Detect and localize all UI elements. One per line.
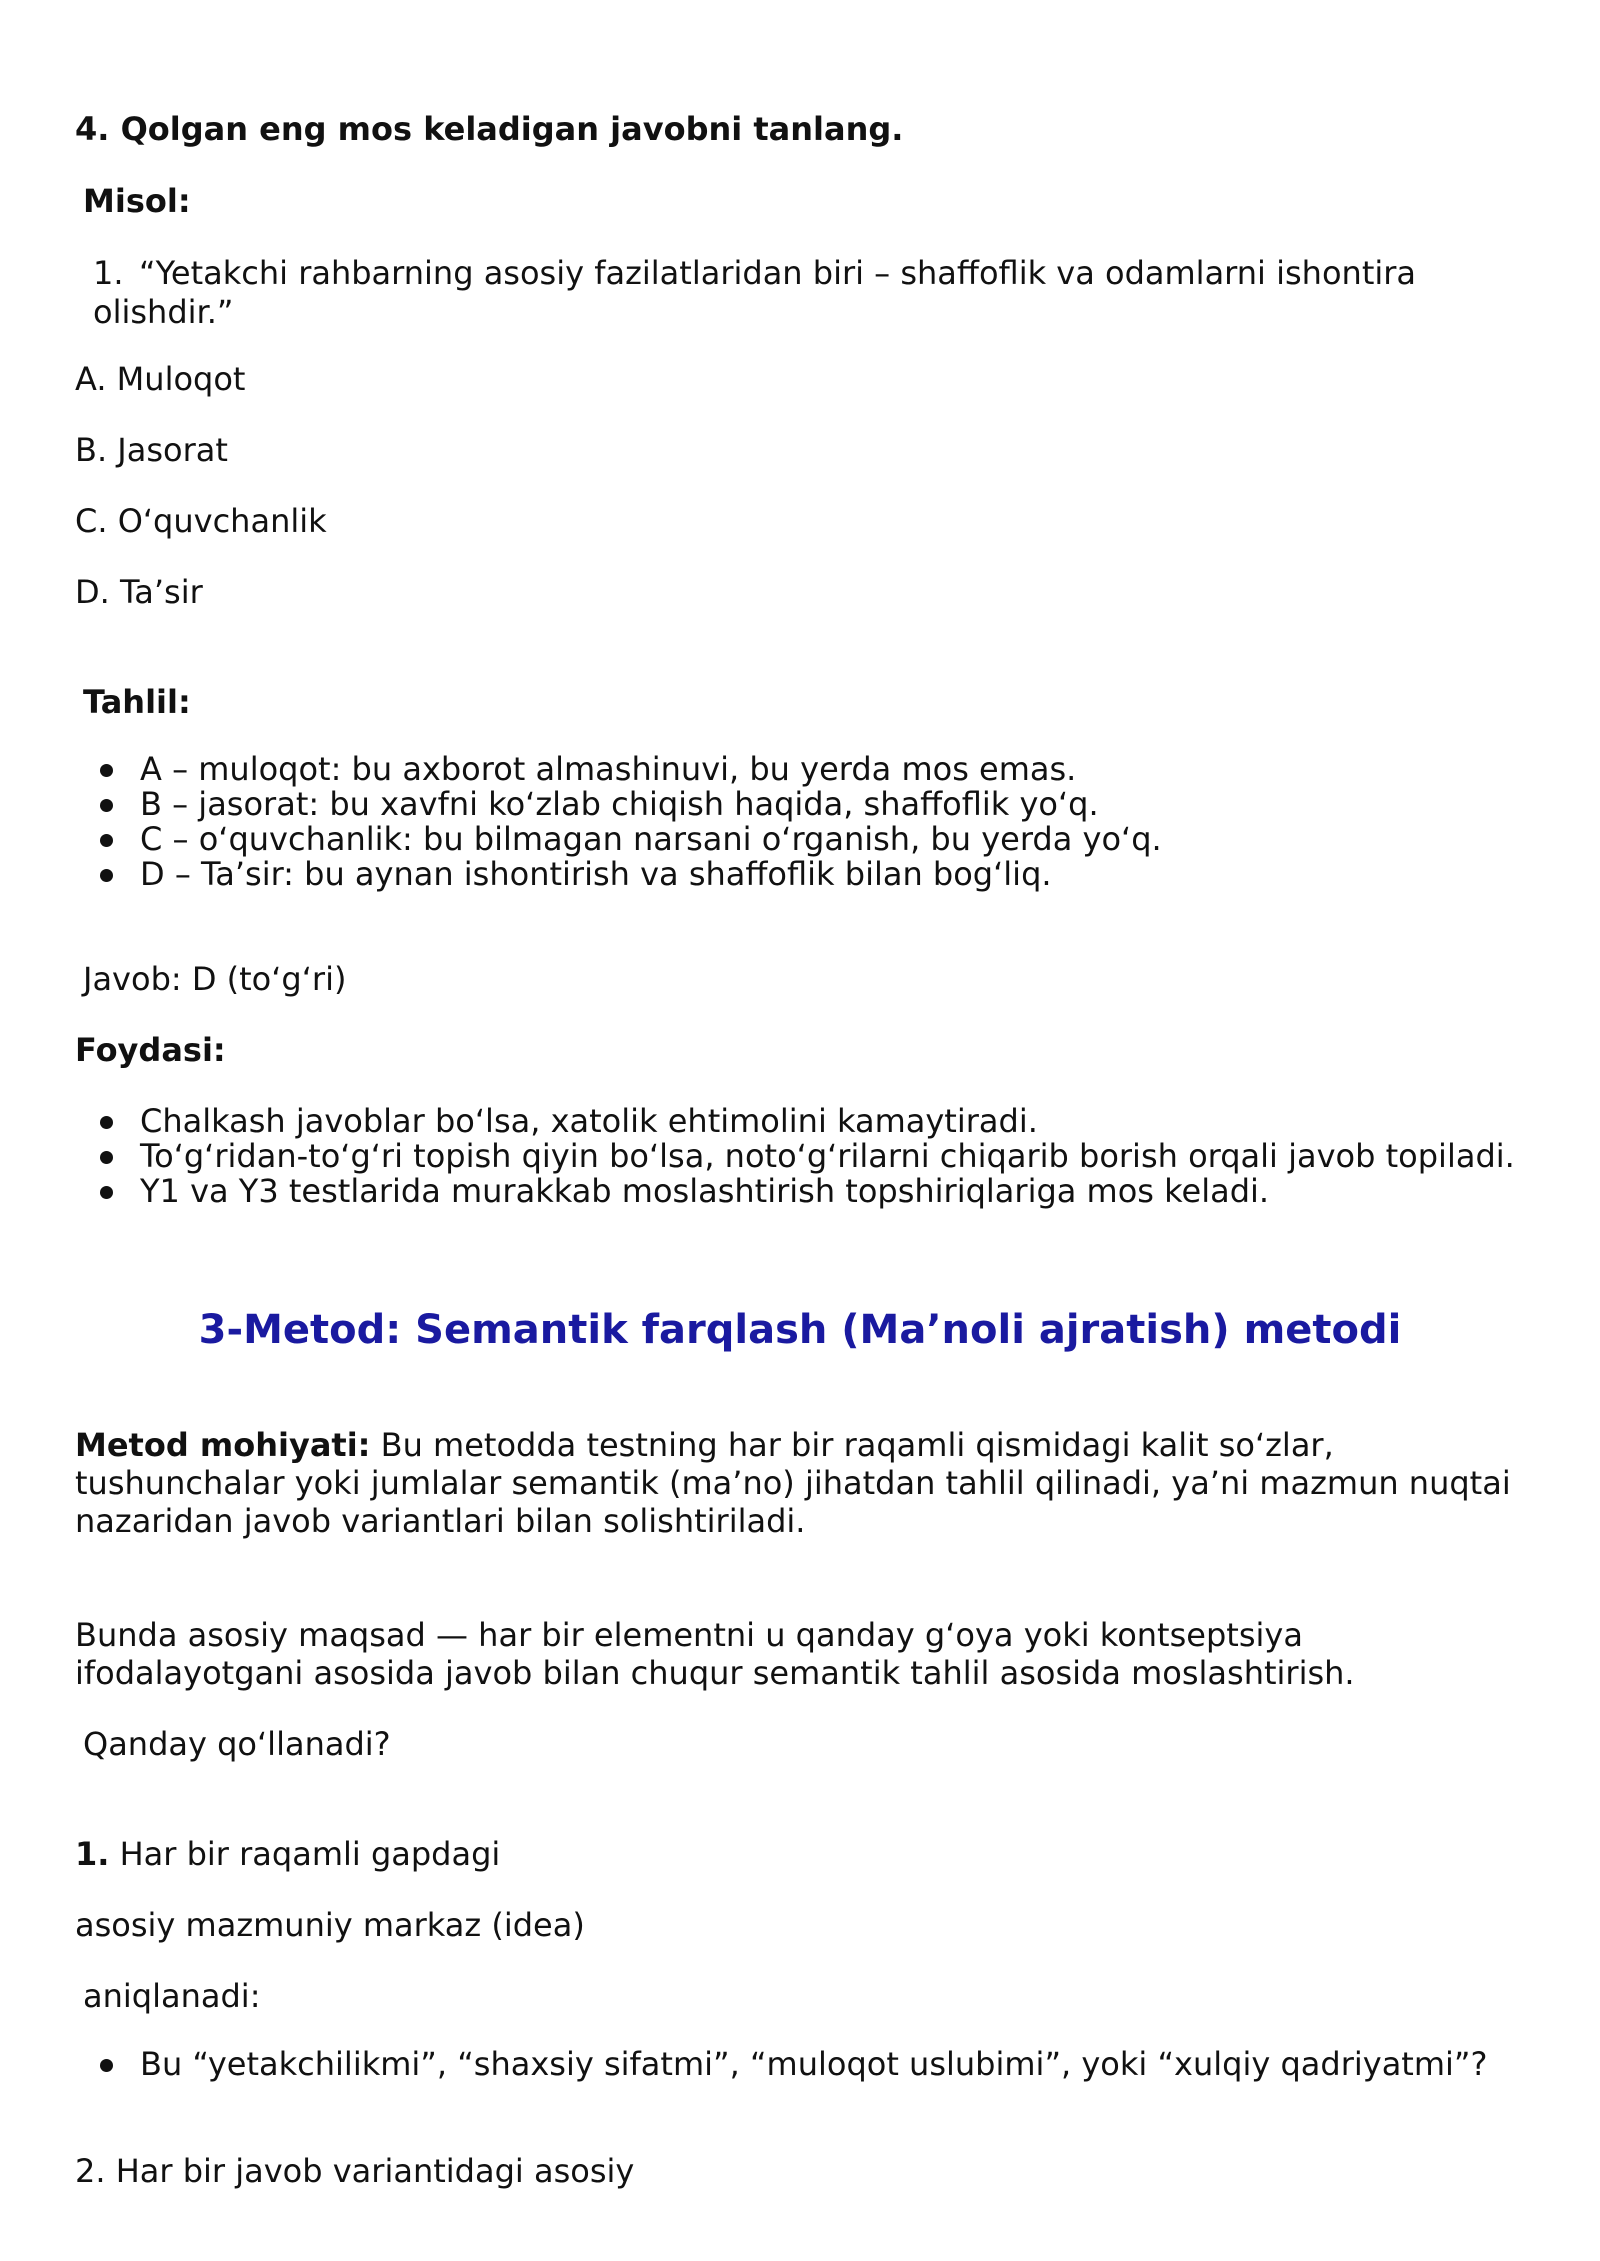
list-item: C – o‘quvchanlik: bu bilmagan narsani o‘rganish, bu yerda yo‘q.: [98, 822, 1558, 857]
qanday-text: Qanday qo‘llanadi?: [83, 1725, 391, 1763]
example-list: [93, 254, 1553, 332]
example-item: [93, 254, 1553, 332]
step1-line3: aniqlanadi:: [83, 1977, 261, 2015]
list-item: Y1 va Y3 testlarida murakkab moslashtirish topshiriqlariga mos keladi.: [98, 1174, 1558, 1209]
list-item: Bu “yetakchilikmi”, “shaxsiy sifatmi”, “muloqot uslubimi”, yoki “xulqiy qadriyatmi”?: [98, 2047, 1558, 2082]
list-item: D – Ta’sir: bu aynan ishontirish va shaffoflik bilan bog‘liq.: [98, 857, 1558, 892]
mohiyat-text: Bu metodda testning har bir raqamli qismidagi kalit so‘zlar, tushunchalar yoki jumlalar semantik (ma’no) jihatdan tahlil qilinadi, ya’ni mazmun nuqtai nazaridan javob variantlari bilan solishtiriladi.: [75, 1426, 1511, 1540]
option-c: C. O‘quvchanlik: [75, 502, 327, 540]
step1-bullets: [98, 2047, 1558, 2082]
bunda-paragraph: Bunda asosiy maqsad — har bir elementni u qanday g‘oya yoki kontseptsiya ifodalayotgani asosida javob bilan chuqur semantik tahlil asosida moslashtirish.: [75, 1616, 1355, 1692]
tahlil-list: [98, 752, 1558, 892]
option-d: D. Ta’sir: [75, 573, 203, 611]
list-item: To‘g‘ridan-to‘g‘ri topish qiyin bo‘lsa, noto‘g‘rilarni chiqarib borish orqali javob topiladi.: [98, 1139, 1558, 1174]
mohiyat-paragraph: [75, 1426, 1535, 1540]
step1-text: Har bir raqamli gapdagi: [109, 1835, 501, 1873]
foydasi-list: [98, 1104, 1558, 1209]
question-title: 4. Qolgan eng mos keladigan javobni tanlang.: [75, 110, 904, 148]
list-item: Chalkash javoblar bo‘lsa, xatolik ehtimolini kamaytiradi.: [98, 1104, 1558, 1139]
step1-line2: asosiy mazmuniy markaz (idea): [75, 1906, 585, 1944]
step1-number: 1.: [75, 1835, 110, 1873]
mohiyat-label: Metod mohiyati:: [75, 1426, 371, 1464]
example-number: 1.: [93, 254, 124, 292]
answer-text: Javob: D (to‘g‘ri): [83, 960, 347, 998]
foydasi-label: Foydasi:: [75, 1031, 226, 1069]
step1-line: [75, 1835, 500, 1874]
option-a: A. Muloqot: [75, 360, 246, 398]
section-heading: 3-Metod: Semantik farqlash (Ma’noli ajratish) metodi: [198, 1307, 1402, 1353]
list-item: A – muloqot: bu axborot almashinuvi, bu yerda mos emas.: [98, 752, 1558, 787]
misol-label: Misol:: [83, 182, 191, 220]
example-text: “Yetakchi rahbarning asosiy fazilatlaridan biri – shaffoflik va odamlarni ishontira olishdir.”: [93, 254, 1417, 332]
option-b: B. Jasorat: [75, 431, 228, 469]
list-item: B – jasorat: bu xavfni ko‘zlab chiqish haqida, shaffoflik yo‘q.: [98, 787, 1558, 822]
tahlil-label: Tahlil:: [83, 683, 191, 721]
step2-line: 2. Har bir javob variantidagi asosiy: [75, 2152, 635, 2190]
